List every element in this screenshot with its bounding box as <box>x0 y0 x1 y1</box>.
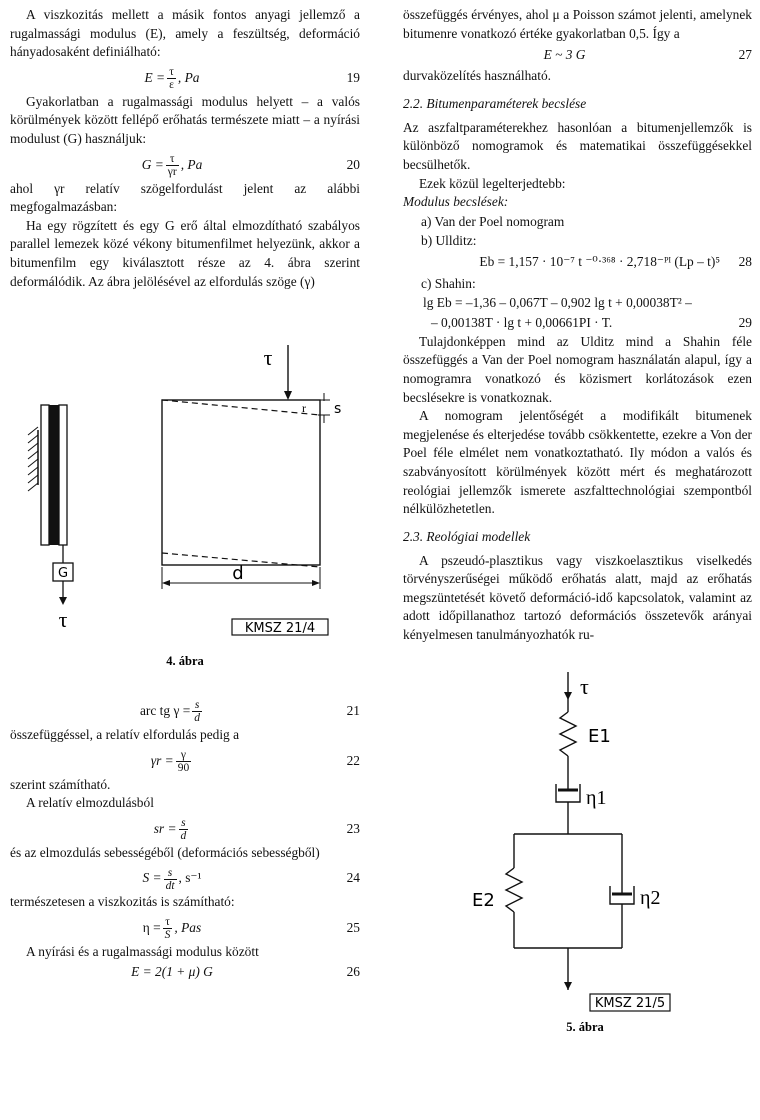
d-label: d <box>232 563 244 584</box>
figure-caption: 5. ábra <box>566 1020 604 1034</box>
stamp-label: KMSZ 21/4 <box>244 621 316 636</box>
paragraph: Gyakorlatban a rugalmassági modulus helyett – a valós körülmények között fellépő erőhatás természete miatt – a nyírási modulust (G) használjuk: <box>10 93 360 146</box>
force-g-label: G <box>57 566 69 581</box>
paragraph: Ezek közül legelterjedtebb: <box>419 175 566 191</box>
paragraph: Tulajdonképpen mind az Ulditz mind a Shahin féle összefüggés a Van der Poel nomogram használatán alapul, így a nomogramra vonatkozó és közismert korlátozások ezen becslésekre is vonatkoznak. <box>403 333 752 405</box>
r-label: r <box>302 401 306 415</box>
paragraph: A nyírási és a rugalmassági modulus között <box>26 943 259 959</box>
equation-29-line1: lg Eb = –1,36 – 0,067T – 0,902 lg t + 0,00038T² – <box>423 294 692 310</box>
equation-28: Eb = 1,157 · 10⁻⁷ t ⁻⁰·³⁶⁸ · 2,718⁻ᴾᴵ (Lp – t)⁵ 28 <box>479 253 752 269</box>
equation-27: E ~ 3 G 27 <box>543 47 752 63</box>
eta1-label: η1 <box>586 787 607 809</box>
tau-label: τ <box>580 674 589 699</box>
paragraph: ahol γr relatív szögelfordulást jelent az alábbi megfogalmazásban: <box>10 180 360 215</box>
list-item: a) Van der Poel nomogram <box>421 213 565 229</box>
paragraph: szerint számítható. <box>10 776 111 792</box>
list-item: c) Shahin: <box>421 275 476 291</box>
right-column <box>403 6 752 645</box>
subheading: Modulus becslések: <box>403 194 509 210</box>
paragraph: A nomogram jelentőségét a modifikált bitumenek megjelenése és elterjedése tovább csökkentette, ezekre a Von der Poel féle elmélet nem vonatkoztatható. Ily módon a valós és szabványosított körülmények között mért és meghatározott reológiai jellemzők ismerete aszfalttechnológiai szempontból nélkülözhetetlen. <box>403 408 752 517</box>
left-column <box>10 6 360 291</box>
equation-26: E = 2(1 + μ) G 26 <box>131 963 360 979</box>
figure-4 <box>20 335 360 675</box>
equation-21: arc tg γ = $\frac{s}{d}$ 21 <box>139 699 360 725</box>
paragraph: összefüggés érvényes, ahol μ a Poisson számot jelenti, amelynek bitumenre vonatkozó értéke gyakorlatban 0,5. Így a <box>403 7 752 41</box>
equation-20: G = $\frac{\tau}{\gamma r}$ , Pa 20 <box>141 152 360 178</box>
e2-label: E2 <box>472 890 495 911</box>
paragraph: és az elmozdulás sebességéből (deformációs sebességből) <box>10 844 320 860</box>
eta2-label: η2 <box>640 887 661 909</box>
paragraph: A viszkozitás mellett a másik fontos anyagi jellemző a rugalmassági modulus (E), amely a feszültség, deformáció hányadosaként definiálható: <box>10 7 360 60</box>
equation-29-line2: – 0,00138T · lg t + 0,00661PI · T. 29 <box>431 314 752 330</box>
s-label: s <box>334 401 342 417</box>
paragraph: A pszeudó-plasztikus vagy viszkoelasztikus viselkedés törvényszerűségei működő erőhatás alatt, majd az erőhatás megszüntetését követő deformáció-idő kapcsolatok, valamint az adott időpillanathoz tartozó deformációs összetevők arányai kényelmesen tanulmányozhatók ru- <box>403 552 752 643</box>
equation-24: S = $\frac{s}{dt}$ , s⁻¹ 24 <box>142 866 360 892</box>
section-heading: 2.2. Bitumenparaméterek becslése <box>403 95 587 111</box>
equation-25: η = $\frac{\tau}{S}$ , Pas 25 <box>142 916 360 942</box>
figure-5 <box>460 672 710 1042</box>
e1-label: E1 <box>588 726 611 747</box>
figure-caption: 4. ábra <box>166 654 204 668</box>
stamp-label: KMSZ 21/5 <box>594 996 666 1011</box>
tau-top-label: τ <box>263 345 273 370</box>
tau-bottom-label: τ <box>58 607 68 632</box>
left-column-lower <box>10 695 360 982</box>
paragraph: Az aszfaltparaméterekhez hasonlóan a bitumenjellemzők is különböző nomogramok és matematikai összefüggésekkel becsülhetők. <box>403 119 752 172</box>
paragraph: Ha egy rögzített és egy G erő által elmozdítható szabályos parallel lemezek közé vékony bitumenfilmet helyezünk, akkor a bitumenfilm egy kiválasztott része az 4. ábra szerint deformálódik. Az ábra jelölésével az elfordulás szöge (γ) <box>10 217 360 289</box>
paragraph: összefüggéssel, a relatív elfordulás pedig a <box>10 727 240 742</box>
paragraph: természetesen a viszkozitás is számítható: <box>10 894 235 910</box>
paragraph: A relatív elmozdulásból <box>26 795 154 811</box>
section-heading: 2.3. Reológiai modellek <box>403 528 531 544</box>
paragraph: durvaközelítés használható. <box>403 68 551 84</box>
equation-19: E = $\frac{\tau}{\varepsilon}$ , Pa 19 <box>144 66 360 92</box>
equation-23: sr = $\frac{s}{d}$ 23 <box>153 817 360 843</box>
list-item: b) Ullditz: <box>421 232 477 248</box>
equation-22: γr = $\frac{\gamma}{90}$ 22 <box>150 749 360 775</box>
